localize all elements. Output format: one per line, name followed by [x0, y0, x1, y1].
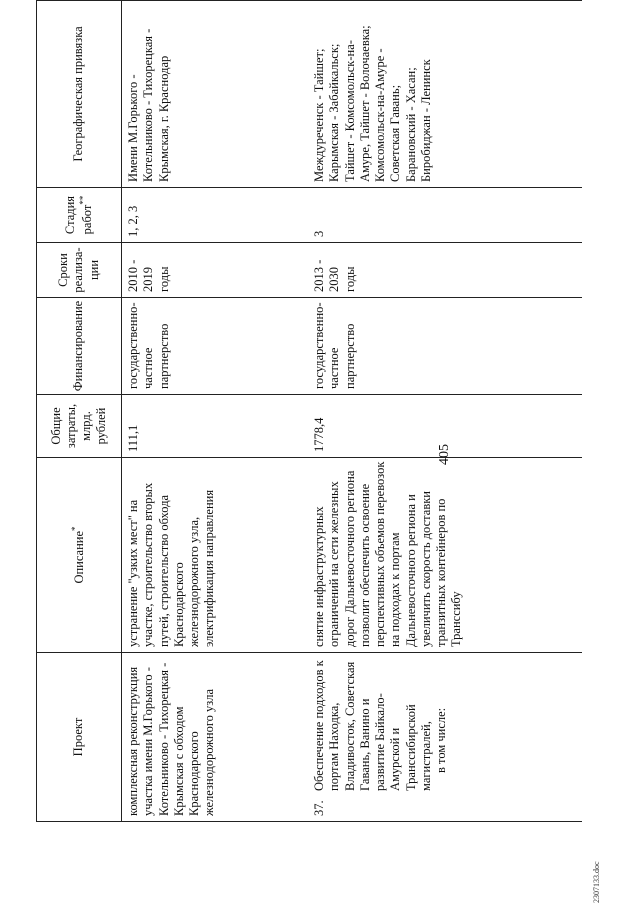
cell-description: устранение "узких мест" на участке, строительство вторых путей, строительство обхода Краснодарского железнодорожного узла, электрификация направления — [122, 458, 309, 653]
cell-geography: Имени М.Горького - Котельниково - Тихорецкая - Крымская, г. Краснодар — [122, 1, 309, 188]
geo-line: Карымская - Забайкальск; — [327, 43, 342, 182]
cell-stage: 1, 2, 3 — [122, 188, 309, 243]
table-row — [308, 1, 582, 822]
cell-financing: государственно-частное партнерство — [308, 298, 582, 395]
project-title: Обеспечение подходов к портам Находка, Владивосток, Советская Гавань, Ванино и развитие Байкало-Амурской и Транссибирской магистралей, — [312, 660, 433, 791]
project-tail: в том числе: — [434, 707, 448, 773]
cell-financing: государственно-частное партнерство — [122, 298, 309, 395]
cell-period: 2010 - 2019 годы — [122, 243, 309, 298]
header-geography: Географическая привязка — [37, 1, 122, 188]
header-cost: Общие затраты, млрд. рублей — [37, 395, 122, 458]
footer-code: 2307133.doc — [592, 861, 601, 903]
geo-line: Барановский - Хасан; — [403, 67, 418, 182]
cell-stage: 3 — [308, 188, 582, 243]
geo-line: Междуреченск - Тайшет; — [312, 48, 326, 182]
row-number: 37. — [312, 800, 326, 816]
cell-project — [308, 653, 582, 822]
header-description: Описание* — [37, 458, 122, 653]
header-financing: Финансирование — [37, 298, 122, 395]
geo-line: Биробиджан - Ленинск — [418, 59, 433, 182]
cell-description: снятие инфраструктурных ограничений на сети железных дорог Дальневосточного региона позволит обеспечить освоение перспективных объемов перевозок на подходах к портам Дальневосточного региона и увеличить скорость доставки транзитных контейнеров по Транссибу — [308, 458, 582, 653]
table-row — [122, 1, 309, 822]
cell-geography — [308, 1, 582, 188]
header-project: Проект — [37, 653, 122, 822]
header-stage: Стадия работ** — [37, 188, 122, 243]
cell-period: 2013 - 2030 годы — [308, 243, 582, 298]
projects-table — [36, 0, 582, 822]
table-header-row — [37, 1, 122, 822]
cell-cost: 111,1 — [122, 395, 309, 458]
geo-line: Тайшет - Комсомольск-на-Амуре, Тайшет - Волочаевка; — [342, 25, 372, 182]
page-number: 405 — [437, 444, 452, 465]
cell-project: комплексная реконструкция участка имени М.Горького - Котельниково - Тихорецкая - Крымская с обходом Краснодарского железнодорожного узла — [122, 653, 309, 822]
header-period: Сроки реализа-ции — [37, 243, 122, 298]
cell-cost: 1778,4 — [308, 395, 582, 458]
geo-line: Комсомольск-на-Амуре - Советская Гавань; — [373, 48, 403, 182]
